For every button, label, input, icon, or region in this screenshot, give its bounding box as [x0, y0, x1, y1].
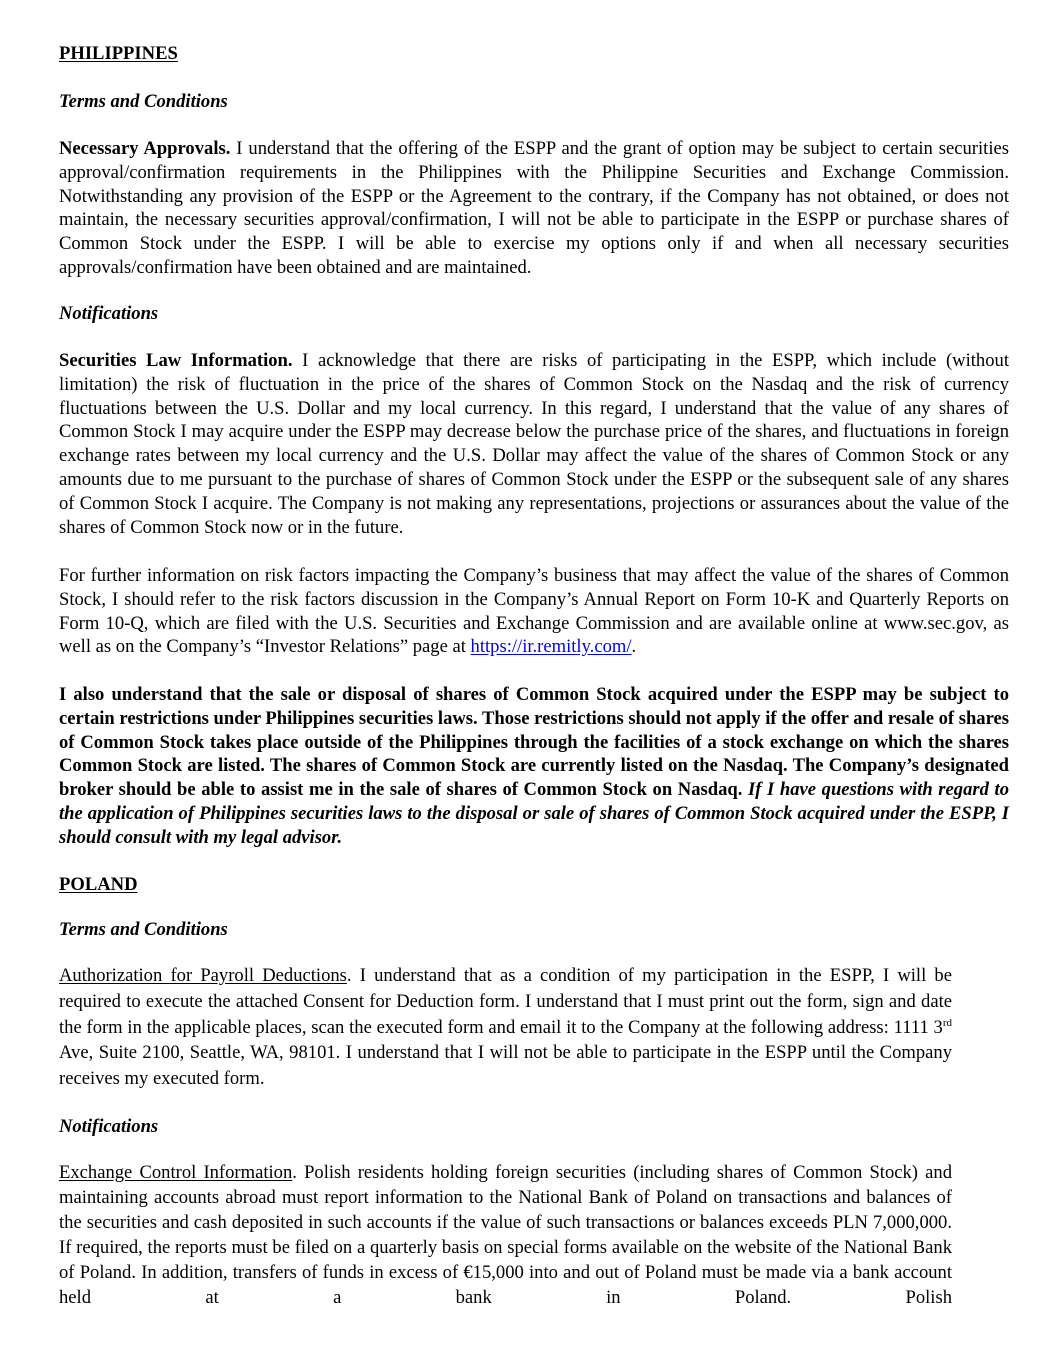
clause-text-end: Ave, Suite 2100, Seattle, WA, 98101. I understand that I will not be able to participate in the ESPP until the Company receives my executed form.: [59, 1042, 952, 1090]
clause-text: I acknowledge that there are risks of participating in the ESPP, which include (without limitation) the risk of fluctuation in the price of the shares of Common Stock on the Nasdaq and the risk of currency fluctuations between the U.S. Dollar and my local currency. In this regard, I understand that the value of any shares of Common Stock I may acquire under the ESPP may decrease below the purchase price of the shares, and fluctuations in foreign exchange rates between my local currency and the U.S. Dollar may affect the value of the shares of Common Stock or any amounts due to me pursuant to the purchase of shares of Common Stock under the ESPP or the subsequent sale of any shares of Common Stock I acquire. The Company is not making any representations, projections or assurances about the value of the shares of Common Stock now or in the future.: [59, 350, 1009, 538]
subheading-notifications: Notifications: [59, 303, 159, 324]
paragraph-text: For further information on risk factors impacting the Company’s business that may affect the value of the shares of Common Stock, I should refer to the risk factors discussion in the Company’s Annual Report on Form 10-K and Quarterly Reports on Form 10-Q, which are filed with the U.S. Securities and Exchange Commission and are available online at www.sec.gov, as well as on the Company’s “Investor Relations” page at: [59, 565, 1009, 658]
ordinal-suffix: rd: [942, 1016, 952, 1029]
subheading-terms-and-conditions: Terms and Conditions: [59, 91, 228, 112]
clause-title: Exchange Control Information: [59, 1162, 293, 1183]
paragraph-securities-law-information: [59, 349, 1009, 539]
subheading-terms-and-conditions: Terms and Conditions: [59, 919, 228, 940]
paragraph-end: .: [631, 636, 637, 658]
paragraph-necessary-approvals: [59, 137, 1009, 280]
restrictions-advice-text: If I have questions with regard to the application of Philippines securities laws to the disposal or sale of shares of Common Stock acquired under the ESPP, I should consult with my legal advisor.: [59, 779, 1010, 848]
investor-relations-link[interactable]: https://ir.remitly.com/: [470, 636, 632, 658]
section-heading-philippines: PHILIPPINES: [59, 43, 178, 64]
paragraph-sale-restrictions: [59, 683, 1009, 850]
paragraph-further-information: [59, 564, 1009, 659]
clause-title: Necessary Approvals.: [59, 138, 231, 159]
clause-title: Securities Law Information.: [59, 350, 293, 371]
clause-title: Authorization for Payroll Deductions: [59, 965, 347, 986]
clause-text: . Polish residents holding foreign securities (including shares of Common Stock) and maintaining accounts abroad must report information to the National Bank of Poland on transactions and balances of the securities and cash deposited in such accounts if the value of such transactions or balances exceeds PLN 7,000,000. If required, the reports must be filed on a quarterly basis on special forms available on the website of the National Bank of Poland. In addition, transfers of funds in excess of €15,000 into and out of Poland must be made via a bank account held at a bank in Poland. Polish: [59, 1162, 952, 1308]
section-heading-poland: POLAND: [59, 874, 138, 895]
subheading-notifications: Notifications: [59, 1116, 159, 1137]
paragraph-exchange-control-information: [59, 1160, 952, 1310]
paragraph-payroll-deductions: [59, 963, 952, 1092]
restrictions-bold-text: I also understand that the sale or disposal of shares of Common Stock acquired under the ESPP may be subject to certain restrictions under Philippines securities laws. Those restrictions should not apply if the offer and resale of shares of Common Stock takes place outside of the Philippines through the facilities of a stock exchange on which the shares Common Stock are listed. The shares of Common Stock are currently listed on the Nasdaq. The Company’s designated broker should be able to assist me in the sale of shares of Common Stock on Nasdaq.: [59, 684, 1010, 801]
clause-text: . I understand that as a condition of my participation in the ESPP, I will be required to execute the attached Consent for Deduction form. I understand that I must print out the form, sign and date the form in the applicable places, scan the executed form and email it to the Company at the following address: 1111 3: [59, 965, 952, 1038]
clause-text: I understand that the offering of the ESPP and the grant of option may be subject to certain securities approval/confirmation requirements in the Philippines with the Philippine Securities and Exchange Commission. Notwithstanding any provision of the ESPP or the Agreement to the contrary, if the Company has not obtained, or does not maintain, the necessary securities approval/confirmation, I will not be able to participate in the ESPP or purchase shares of Common Stock under the ESPP. I will be able to exercise my options only if and when all necessary securities approvals/confirmation have been obtained and are maintained.: [59, 138, 1009, 278]
